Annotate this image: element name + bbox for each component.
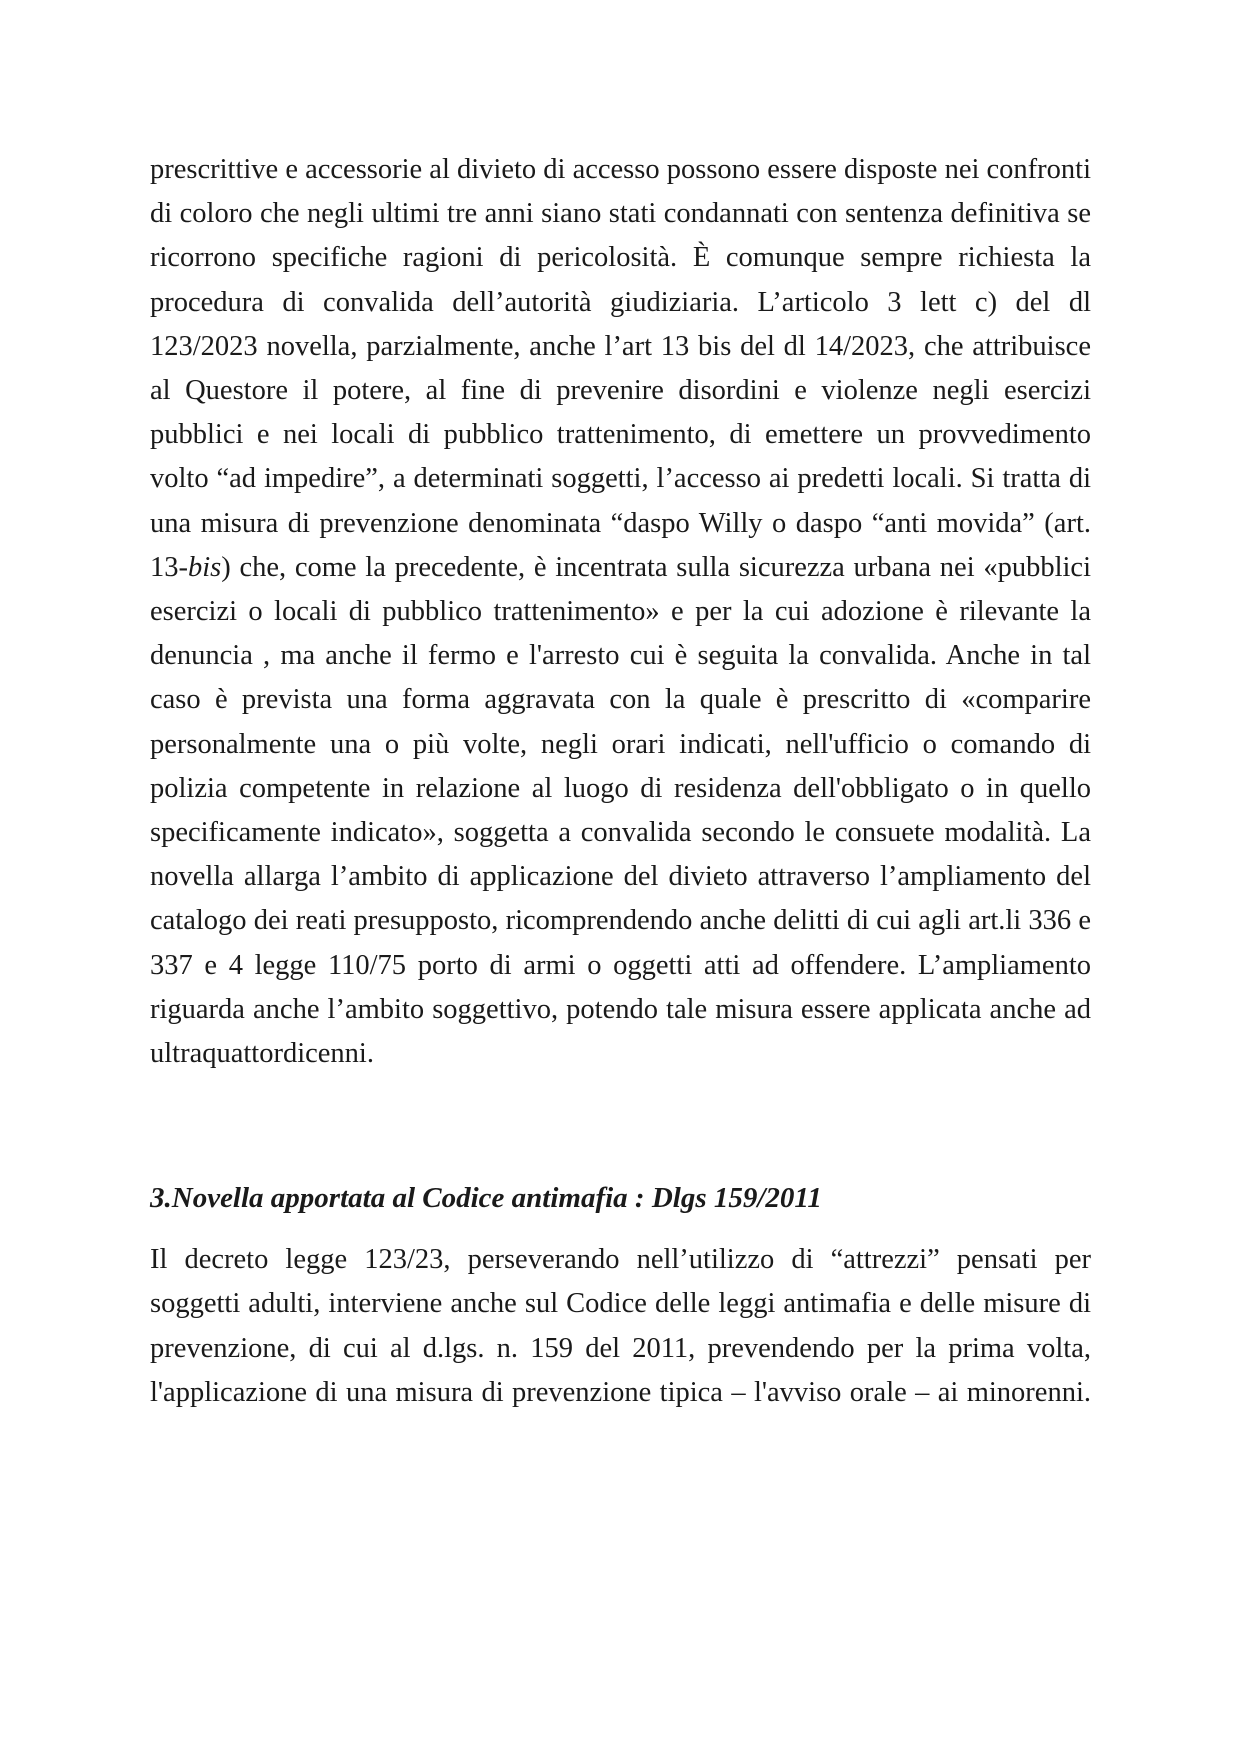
document-page [150,148,1091,1415]
body-paragraph [150,148,1091,1076]
section-paragraph: Il decreto legge 123/23, perseverando nell’utilizzo di “attrezzi” pensati per soggetti adulti, interviene anche sul Codice delle leggi antimafia e delle misure di prevenzione, di cui al d.lgs. n. 159 del 2011, prevendendo per la prima volta, l'applicazione di una misura di prevenzione tipica – l'avviso orale – ai minorenni. [150,1244,1091,1408]
paragraph-text-continued: ) che, come la precedente, è incentrata sulla sicurezza urbana nei «pubblici esercizi o locali di pubblico trattenimento» e per la cui adozione è rilevante la denuncia , ma anche il fermo e l'arresto cui è seguita la convalida. Anche in tal caso è prevista una forma aggravata con la quale è prescritto di «comparire personalmente una o più volte, negli orari indicati, nell'ufficio o comando di polizia competente in relazione al luogo di residenza dell'obbligato o in quello specificamente indicato», soggetta a convalida secondo le consuete modalità. La novella allarga l’ambito di applicazione del divieto attraverso l’ampliamento del catalogo dei reati presupposto, ricomprendendo anche delitti di cui agli art.li 336 e 337 e 4 legge 110/75 porto di armi o oggetti atti ad offendere. L’ampliamento riguarda anche l’ambito soggettivo, potendo tale misura essere applicata anche ad ultraquattordicenni. [150,551,1091,1070]
section-heading: 3.Novella apportata al Codice antimafia : Dlgs 159/2011 [150,1182,822,1215]
italic-term: bis [188,551,222,583]
paragraph-text: prescrittive e accessorie al divieto di accesso possono essere disposte nei confronti di coloro che negli ultimi tre anni siano stati condannati con sentenza definitiva se ricorrono specifiche ragioni di pericolosità. È comunque sempre richiesta la procedura di convalida dell’autorità giudiziaria. L’articolo 3 lett c) del dl 123/2023 novella, parzialmente, anche l’art 13 bis del dl 14/2023, che attribuisce al Questore il potere, al fine di prevenire disordini e violenze negli esercizi pubblici e nei locali di pubblico trattenimento, di emettere un provvedimento volto “ad impedire”, a determinati soggetti, l’accesso ai predetti locali. Si tratta di una misura di prevenzione denominata “daspo Willy o daspo “anti movida” (art. 13- [150,154,1091,583]
